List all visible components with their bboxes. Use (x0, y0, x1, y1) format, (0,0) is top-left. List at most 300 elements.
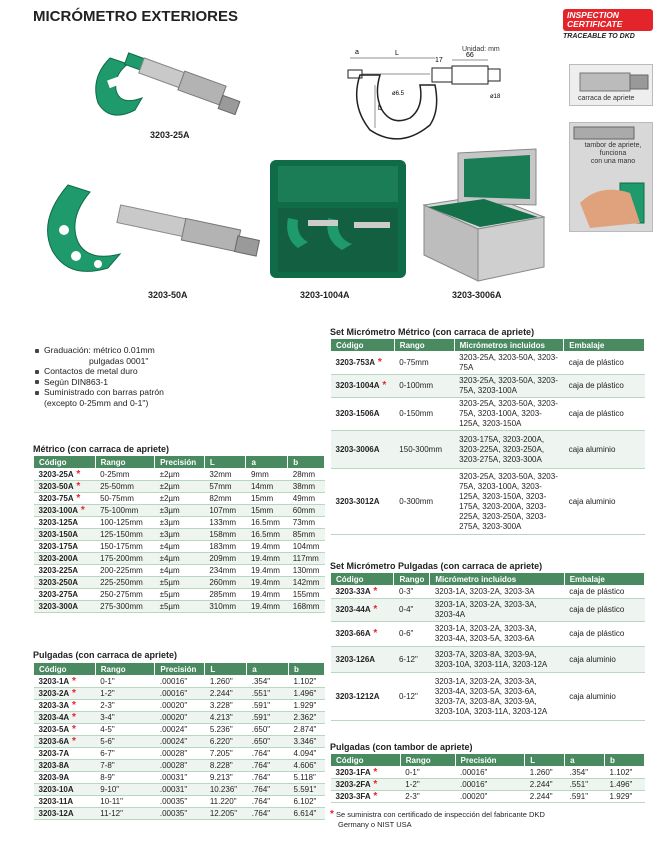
code-cell: 3203-225A (34, 565, 96, 577)
certificate-star-icon: * (370, 586, 378, 597)
a-cell: .764" (247, 796, 289, 808)
prec-cell: .00016" (155, 676, 205, 688)
table-row (34, 736, 325, 748)
code-cell: 3203-4A * (34, 712, 96, 724)
range-cell: 0-3" (394, 586, 430, 599)
column-header: b (605, 754, 645, 767)
diagram-label-phi18: ø18 (490, 94, 501, 100)
L-cell: 133mm (204, 517, 246, 529)
code-cell: 3203-7A (34, 748, 96, 760)
range-cell: 150-175mm (95, 541, 154, 553)
b-cell: 73mm (288, 517, 325, 529)
diagram-label-17: 17 (435, 57, 443, 64)
certificate-star-icon: * (370, 779, 378, 790)
incl-cell: 3203-25A, 3203-50A, 3203-75A, 3203-100A, 3203-125A, 3203-150A (454, 398, 564, 431)
L-cell: 2.244" (205, 688, 247, 700)
prec-cell: ±5µm (155, 589, 205, 601)
table-row (331, 586, 645, 599)
code-cell: 3203-3FA * (331, 791, 401, 803)
table-row (34, 589, 325, 601)
certificate-traceable: TRACEABLE TO DKD (563, 33, 635, 40)
table-row (34, 469, 325, 481)
prec-cell: .00028" (155, 748, 205, 760)
table-row (34, 577, 325, 589)
a-cell: .764" (247, 760, 289, 772)
range-cell: 1-2" (95, 688, 155, 700)
prec-cell: ±3µm (155, 529, 205, 541)
code-cell: 3203-11A (34, 796, 96, 808)
L-cell: 5.236" (205, 724, 247, 736)
certificate-star-icon: * (69, 724, 76, 735)
L-cell: 11.220" (205, 796, 247, 808)
L-cell: 183mm (204, 541, 246, 553)
range-cell: 0-1" (400, 767, 455, 779)
range-cell: 2-3" (400, 791, 455, 803)
aluminium-case-set-image (418, 145, 550, 285)
footnote-star: * (330, 809, 334, 820)
range-cell: 125-150mm (95, 529, 154, 541)
L-cell: 2.244" (525, 779, 565, 791)
prec-cell: ±3µm (155, 505, 205, 517)
b-cell: 4.094" (289, 748, 325, 760)
range-cell: 0-300mm (394, 469, 454, 535)
code-cell: 3203-25A * (34, 469, 96, 481)
set-metric-table (330, 338, 645, 535)
b-cell: 60mm (288, 505, 325, 517)
code-cell: 3203-44A * (331, 599, 394, 622)
spec-item: Según DIN863-1 (34, 377, 294, 388)
column-header: Código (34, 456, 96, 469)
a-cell: .354" (565, 767, 605, 779)
code-cell: 3203-100A * (34, 505, 96, 517)
caption-3203-1004a: 3203-1004A (300, 290, 350, 300)
code-cell: 3203-753A * (331, 352, 395, 375)
column-header: Rango (95, 663, 155, 676)
incl-cell: 3203-1A, 3203-2A, 3203-3A, 3203-4A, 3203-5A, 3203-6A (430, 622, 564, 647)
plastic-case-set-image (268, 158, 408, 280)
a-cell: .591" (565, 791, 605, 803)
table-row (34, 796, 325, 808)
table-row (34, 517, 325, 529)
inch-drum-table (330, 753, 645, 803)
range-cell: 4-5" (95, 724, 155, 736)
b-cell: 2.874" (289, 724, 325, 736)
spec-item: Suministrado con barras patrón (excepto 0-25mm and 0-1") (34, 387, 294, 408)
prec-cell: ±2µm (155, 469, 205, 481)
diagram-label-b: b (378, 105, 382, 112)
column-header: Rango (400, 754, 455, 767)
column-header: Micrómetros incluidos (454, 339, 564, 352)
set-inch-table-title: Set Micrómetro Pulgadas (con carraca de apriete) (330, 561, 543, 571)
column-header: Rango (95, 456, 154, 469)
range-cell: 9-10" (95, 784, 155, 796)
caption-3203-3006a: 3203-3006A (452, 290, 502, 300)
pack-cell: caja de plástico (564, 398, 645, 431)
code-cell: 3203-150A (34, 529, 96, 541)
table-row (34, 481, 325, 493)
L-cell: 32mm (204, 469, 246, 481)
table-row (34, 688, 325, 700)
column-header: a (565, 754, 605, 767)
prec-cell: .00016" (455, 767, 525, 779)
a-cell: .650" (247, 736, 289, 748)
code-cell: 3203-8A (34, 760, 96, 772)
a-cell: .764" (247, 748, 289, 760)
caption-3203-50a: 3203-50A (148, 290, 188, 300)
a-cell: .354" (247, 676, 289, 688)
metric-table-title: Métrico (con carraca de apriete) (33, 444, 170, 454)
prec-cell: .00020" (155, 712, 205, 724)
prec-cell: .00016" (455, 779, 525, 791)
inch-table (33, 662, 325, 820)
b-cell: 117mm (288, 553, 325, 565)
ratchet-thimble-label: tambor de apriete, funciona con una mano (584, 142, 642, 165)
range-cell: 0-25mm (95, 469, 154, 481)
prec-cell: ±4µm (155, 541, 205, 553)
caption-3203-25a: 3203-25A (150, 130, 190, 140)
micrometer-50a-image (38, 170, 268, 285)
column-header: Código (34, 663, 96, 676)
table-row (34, 784, 325, 796)
prec-cell: ±2µm (155, 493, 205, 505)
diagram-label-66: 66 (466, 52, 474, 59)
a-cell: .764" (247, 772, 289, 784)
certificate-star-icon: * (69, 688, 76, 699)
certificate-star-icon: * (370, 604, 378, 615)
range-cell: 225-250mm (95, 577, 154, 589)
a-cell: .764" (247, 784, 289, 796)
column-header: Código (331, 573, 394, 586)
column-header: b (288, 456, 325, 469)
prec-cell: ±5µm (155, 577, 205, 589)
b-cell: 1.496" (605, 779, 645, 791)
footnote (330, 810, 650, 829)
incl-cell: 3203-25A, 3203-50A, 3203-75A, 3203-100A, 3203-125A, 3203-150A, 3203-175A, 3203-200A, 3203-225A, 3203-250A, 3203-275A, 3203-300A (454, 469, 564, 535)
b-cell: 85mm (288, 529, 325, 541)
L-cell: 2.244" (525, 791, 565, 803)
table-row (331, 469, 645, 535)
a-cell: 14mm (246, 481, 288, 493)
pack-cell: caja aluminio (564, 431, 645, 469)
certificate-star-icon: * (379, 380, 387, 391)
L-cell: 7.205" (205, 748, 247, 760)
b-cell: 104mm (288, 541, 325, 553)
L-cell: 1.260" (525, 767, 565, 779)
table-row (331, 352, 645, 375)
set-inch-table (330, 572, 645, 721)
prec-cell: .00020" (155, 700, 205, 712)
prec-cell: ±4µm (155, 565, 205, 577)
table-row (34, 772, 325, 784)
column-header: Micrómetro incluidos (430, 573, 564, 586)
pack-cell: caja aluminio (564, 469, 645, 535)
a-cell: .551" (565, 779, 605, 791)
inch-table-title: Pulgadas (con carraca de apriete) (33, 650, 178, 660)
a-cell: 15mm (246, 505, 288, 517)
code-cell: 3203-300A (34, 601, 96, 613)
b-cell: 155mm (288, 589, 325, 601)
table-row (331, 673, 645, 721)
range-cell: 2-3" (95, 700, 155, 712)
b-cell: 6.102" (289, 796, 325, 808)
footnote-line2: Germany o NIST USA (338, 819, 412, 829)
table-row (34, 565, 325, 577)
a-cell: 16.5mm (246, 517, 288, 529)
b-cell: 3.346" (289, 736, 325, 748)
range-cell: 200-225mm (95, 565, 154, 577)
pack-cell: caja aluminio (564, 647, 644, 673)
pack-cell: caja de plástico (564, 352, 645, 375)
a-cell: 19.4mm (246, 565, 288, 577)
L-cell: 4.213" (205, 712, 247, 724)
b-cell: 168mm (288, 601, 325, 613)
footnote-line1: Se suministra con certificado de inspección del fabricante DKD (336, 810, 545, 819)
column-header: Embalaje (564, 339, 645, 352)
incl-cell: 3203-1A, 3203-2A, 3203-3A, 3203-4A, 3203-5A, 3203-6A, 3203-7A, 3203-8A, 3203-9A, 3203-10A, 3203-11A, 3203-12A (430, 673, 564, 721)
code-cell: 3203-2A * (34, 688, 96, 700)
prec-cell: .00035" (155, 796, 205, 808)
a-cell: 15mm (246, 493, 288, 505)
table-row (331, 791, 645, 803)
pack-cell: caja aluminio (564, 673, 644, 721)
table-row (34, 505, 325, 517)
ratchet-thimble-thumb (569, 122, 653, 232)
incl-cell: 3203-1A, 3203-2A, 3203-3A, 3203-4A (430, 599, 564, 622)
b-cell: 142mm (288, 577, 325, 589)
prec-cell: .00024" (155, 724, 205, 736)
certificate-star-icon: * (370, 767, 378, 778)
L-cell: 285mm (204, 589, 246, 601)
code-cell: 3203-10A (34, 784, 96, 796)
column-header: Precisión (155, 663, 205, 676)
column-header: b (289, 663, 325, 676)
prec-cell: .00024" (155, 736, 205, 748)
b-cell: 1.929" (289, 700, 325, 712)
L-cell: 310mm (204, 601, 246, 613)
b-cell: 1.102" (605, 767, 645, 779)
prec-cell: ±2µm (155, 481, 205, 493)
certificate-star-icon: * (78, 505, 85, 516)
pack-cell: caja de plástico (564, 375, 645, 398)
L-cell: 82mm (204, 493, 246, 505)
L-cell: 260mm (204, 577, 246, 589)
a-cell: .591" (247, 700, 289, 712)
range-cell: 0-12" (394, 673, 430, 721)
range-cell: 150-300mm (394, 431, 454, 469)
prec-cell: .00016" (155, 688, 205, 700)
incl-cell: 3203-25A, 3203-50A, 3203-75A (454, 352, 564, 375)
prec-cell: .00031" (155, 772, 205, 784)
code-cell: 3203-9A (34, 772, 96, 784)
column-header: L (204, 456, 246, 469)
code-cell: 3203-1506A (331, 398, 395, 431)
column-header: a (246, 456, 288, 469)
table-row (331, 622, 645, 647)
table-row (34, 601, 325, 613)
code-cell: 3203-125A (34, 517, 96, 529)
column-header: Código (331, 754, 401, 767)
incl-cell: 3203-175A, 3203-200A, 3203-225A, 3203-250A, 3203-275A, 3203-300A (454, 431, 564, 469)
code-cell: 3203-12A (34, 808, 96, 820)
L-cell: 10.236" (205, 784, 247, 796)
incl-cell: 3203-25A, 3203-50A, 3203-75A, 3203-100A (454, 375, 564, 398)
code-cell: 3203-275A (34, 589, 96, 601)
column-header: L (525, 754, 565, 767)
micrometer-25a-image (80, 38, 260, 128)
table-row (34, 541, 325, 553)
code-cell: 3203-1212A (331, 673, 394, 721)
table-row (331, 398, 645, 431)
table-row (331, 375, 645, 398)
b-cell: 38mm (288, 481, 325, 493)
page-title: MICRÓMETRO EXTERIORES (33, 8, 239, 25)
b-cell: 4.606" (289, 760, 325, 772)
column-header: L (205, 663, 247, 676)
L-cell: 8.228" (205, 760, 247, 772)
table-row (34, 553, 325, 565)
L-cell: 3.228" (205, 700, 247, 712)
certificate-star-icon: * (69, 712, 76, 723)
table-row (34, 700, 325, 712)
pack-cell: caja de plástico (564, 586, 644, 599)
metric-table (33, 455, 325, 613)
b-cell: 28mm (288, 469, 325, 481)
code-cell: 3203-200A (34, 553, 96, 565)
range-cell: 5-6" (95, 736, 155, 748)
code-cell: 3203-1A * (34, 676, 96, 688)
inch-drum-table-title: Pulgadas (con tambor de apriete) (330, 742, 473, 752)
prec-cell: ±5µm (155, 601, 205, 613)
column-header: Código (331, 339, 395, 352)
certificate-badge: INSPECTION CERTIFICATE (563, 9, 653, 31)
inspection-certificate-logo (563, 9, 653, 40)
code-cell: 3203-5A * (34, 724, 96, 736)
b-cell: 6.614" (289, 808, 325, 820)
b-cell: 49mm (288, 493, 325, 505)
code-cell: 3203-2FA * (331, 779, 401, 791)
table-row (34, 760, 325, 772)
range-cell: 0-6" (394, 622, 430, 647)
column-header: Rango (394, 573, 430, 586)
incl-cell: 3203-1A, 3203-2A, 3203-3A (430, 586, 564, 599)
table-row (331, 599, 645, 622)
column-header: Rango (394, 339, 454, 352)
L-cell: 6.220" (205, 736, 247, 748)
L-cell: 209mm (204, 553, 246, 565)
L-cell: 158mm (204, 529, 246, 541)
a-cell: 19.4mm (246, 601, 288, 613)
code-cell: 3203-33A * (331, 586, 394, 599)
range-cell: 0-100mm (394, 375, 454, 398)
pack-cell: caja de plástico (564, 622, 644, 647)
prec-cell: .00035" (155, 808, 205, 820)
code-cell: 3203-1004A * (331, 375, 395, 398)
range-cell: 0-4" (394, 599, 430, 622)
code-cell: 3203-75A * (34, 493, 96, 505)
certificate-star-icon: * (73, 493, 81, 504)
table-row (34, 748, 325, 760)
column-header: Precisión (455, 754, 525, 767)
table-row (34, 724, 325, 736)
code-cell: 3203-250A (34, 577, 96, 589)
code-cell: 3203-3012A (331, 469, 395, 535)
table-row (331, 779, 645, 791)
code-cell: 3203-175A (34, 541, 96, 553)
code-cell: 3203-50A * (34, 481, 96, 493)
code-cell: 3203-3006A (331, 431, 395, 469)
L-cell: 57mm (204, 481, 246, 493)
L-cell: 1.260" (205, 676, 247, 688)
b-cell: 1.929" (605, 791, 645, 803)
range-cell: 50-75mm (95, 493, 154, 505)
L-cell: 107mm (204, 505, 246, 517)
L-cell: 9.213" (205, 772, 247, 784)
range-cell: 25-50mm (95, 481, 154, 493)
range-cell: 11-12" (95, 808, 155, 820)
code-cell: 3203-6A * (34, 736, 96, 748)
L-cell: 12.205" (205, 808, 247, 820)
prec-cell: ±4µm (155, 553, 205, 565)
spec-item: Contactos de metal duro (34, 366, 294, 377)
prec-cell: ±3µm (155, 517, 205, 529)
range-cell: 75-100mm (95, 505, 154, 517)
a-cell: 9mm (246, 469, 288, 481)
range-cell: 1-2" (400, 779, 455, 791)
range-cell: 7-8" (95, 760, 155, 772)
b-cell: 2.362" (289, 712, 325, 724)
b-cell: 1.102" (289, 676, 325, 688)
pack-cell: caja de plástico (564, 599, 644, 622)
code-cell: 3203-3A * (34, 700, 96, 712)
a-cell: 19.4mm (246, 589, 288, 601)
table-row (34, 712, 325, 724)
set-metric-table-title: Set Micrómetro Métrico (con carraca de apriete) (330, 327, 535, 337)
code-cell: 3203-126A (331, 647, 394, 673)
range-cell: 0-150mm (394, 398, 454, 431)
ratchet-stop-label: carraca de apriete (578, 95, 635, 102)
specifications-list (34, 345, 294, 409)
b-cell: 130mm (288, 565, 325, 577)
a-cell: .764" (247, 808, 289, 820)
diagram-label-phi65: ø6.5 (392, 91, 405, 97)
range-cell: 0-75mm (394, 352, 454, 375)
a-cell: 19.4mm (246, 577, 288, 589)
range-cell: 250-275mm (95, 589, 154, 601)
code-cell: 3203-1FA * (331, 767, 401, 779)
prec-cell: .00020" (455, 791, 525, 803)
column-header: Embalaje (564, 573, 644, 586)
column-header: Precisión (155, 456, 205, 469)
range-cell: 3-4" (95, 712, 155, 724)
a-cell: 19.4mm (246, 541, 288, 553)
incl-cell: 3203-7A, 3203-8A, 3203-9A, 3203-10A, 3203-11A, 3203-12A (430, 647, 564, 673)
a-cell: .551" (247, 688, 289, 700)
range-cell: 6-7" (95, 748, 155, 760)
b-cell: 5.118" (289, 772, 325, 784)
range-cell: 8-9" (95, 772, 155, 784)
certificate-star-icon: * (370, 628, 378, 639)
prec-cell: .00031" (155, 784, 205, 796)
certificate-star-icon: * (69, 700, 76, 711)
b-cell: 5.591" (289, 784, 325, 796)
code-cell: 3203-66A * (331, 622, 394, 647)
table-row (331, 431, 645, 469)
b-cell: 1.496" (289, 688, 325, 700)
prec-cell: .00028" (155, 760, 205, 772)
certificate-star-icon: * (73, 481, 81, 492)
table-row (34, 493, 325, 505)
range-cell: 275-300mm (95, 601, 154, 613)
